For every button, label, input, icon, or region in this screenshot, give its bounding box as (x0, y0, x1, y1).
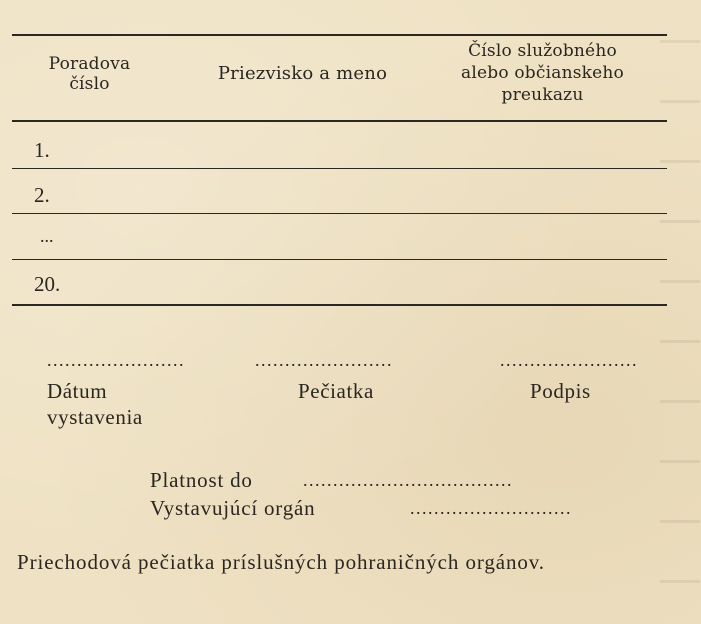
table-header-bottom-rule (12, 120, 667, 122)
table-row-rule (12, 259, 667, 260)
stamp-label: Pečiatka (298, 379, 374, 403)
table-top-rule (12, 34, 667, 36)
signature-dotted-line: ....................... (500, 350, 638, 370)
table-row-rule (12, 213, 667, 214)
border-crossing-stamp-note: Priechodová pečiatka príslušných pohraničných orgánov. (17, 550, 545, 574)
table-bottom-rule (12, 304, 667, 306)
date-of-issue-label: Dátum vystavenia (47, 379, 143, 429)
table-row-number: ... (40, 226, 54, 246)
header-id-number: Číslo služobného alebo občianskeho preukazu (461, 41, 624, 105)
header-sequence-number: Poradova číslo (48, 54, 131, 94)
valid-until-label: Platnost do (150, 468, 253, 492)
table-row-number: 20. (34, 272, 61, 296)
issuing-authority-label: Vystavujúcí orgán (150, 496, 316, 520)
stamp-dotted-line: ....................... (255, 350, 393, 370)
table-row-rule (12, 168, 667, 169)
valid-until-dotted-line: ................................... (303, 470, 513, 490)
header-name: Priezvisko a meno (217, 63, 388, 84)
table-row-number: 2. (34, 183, 50, 207)
date-dotted-line: ....................... (47, 350, 185, 370)
table-row-number: 1. (34, 138, 50, 162)
bleed-through-decoration (660, 40, 700, 600)
signature-label: Podpis (530, 379, 591, 403)
issuing-authority-dotted-line: ........................... (410, 498, 572, 518)
